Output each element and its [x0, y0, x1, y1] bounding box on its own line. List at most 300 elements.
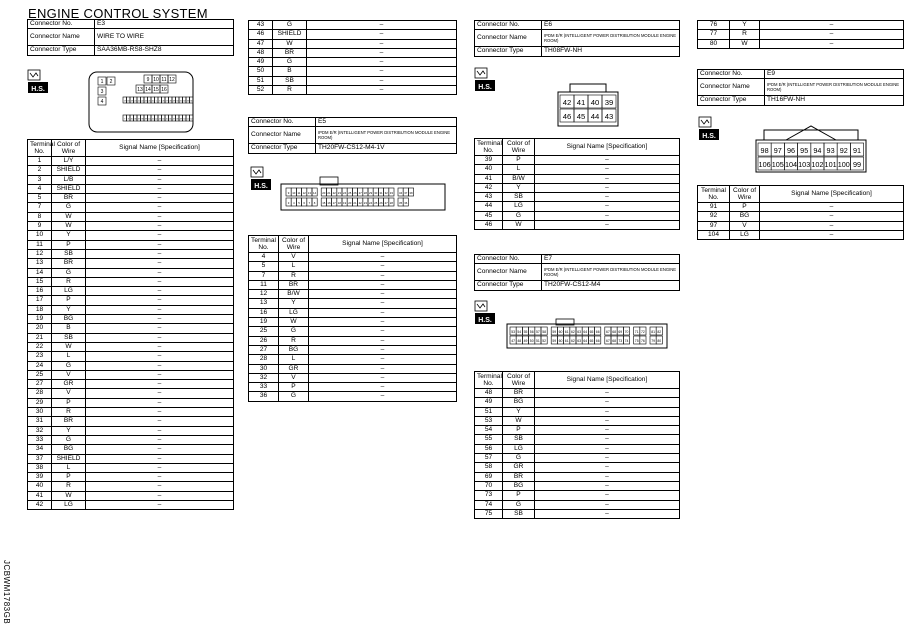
pin-number: 26: [379, 201, 383, 206]
wire-color-cell: G: [503, 454, 535, 463]
table-row: [475, 165, 680, 174]
signal-name-cell: –: [86, 342, 234, 351]
wire-color-cell: P: [52, 473, 86, 482]
signal-name-cell: –: [760, 203, 904, 212]
signal-name-cell: –: [535, 202, 680, 211]
pin-number: 105: [771, 160, 784, 170]
table-row: [28, 249, 234, 258]
signal-name-cell: –: [309, 280, 457, 289]
pin-number: 11: [297, 191, 301, 196]
pin-number: 41: [151, 118, 154, 121]
pin-number: 49: [523, 339, 528, 344]
pin-number: 15: [153, 87, 159, 94]
pin-number: 57: [536, 330, 540, 335]
table-row: [28, 296, 234, 305]
terminal-no-cell: 26: [249, 336, 279, 345]
table-row: [28, 417, 234, 426]
pin-number: 14: [313, 191, 317, 196]
table-row: [28, 500, 234, 509]
wire-color-cell: G: [279, 327, 309, 336]
harness-side-icon: [27, 69, 49, 95]
wire-color-cell: LG: [503, 202, 535, 211]
pin-number: 22: [358, 201, 362, 206]
pin-number: 25: [374, 201, 378, 206]
pin-number: 8: [127, 118, 129, 121]
wire-color-cell: BG: [52, 315, 86, 324]
terminal-no-cell: 5: [249, 262, 279, 271]
pin-number: 5: [298, 201, 300, 206]
table-row: [698, 30, 904, 39]
pin-number: 59: [552, 339, 557, 344]
terminal-no-cell: 30: [28, 408, 52, 417]
terminal-no-cell: 16: [249, 308, 279, 317]
e7-connector-name: IPDM E/R (INTELLIGENT POWER DISTRIBUTION MODULE ENGINE ROOM): [542, 264, 680, 281]
pin-number: 65: [589, 339, 594, 344]
table-row: [475, 389, 680, 398]
wire-color-cell: G: [503, 211, 535, 220]
hs-label: H.S.: [702, 133, 716, 140]
e3-terminal-table-cont: [248, 20, 457, 95]
table-row: [249, 58, 457, 67]
signal-name-cell: –: [86, 491, 234, 500]
terminal-no-cell: 25: [249, 327, 279, 336]
pin-number: 47: [511, 339, 515, 344]
pin-number: 40: [590, 98, 600, 108]
pin-number: 60: [558, 330, 563, 335]
wire-color-cell: LG: [730, 230, 760, 239]
table-row: [28, 305, 234, 314]
wire-color-cell: W: [52, 342, 86, 351]
terminal-no-cell: 29: [28, 398, 52, 407]
wire-color-cell: SB: [52, 249, 86, 258]
wire-color-cell: BR: [52, 194, 86, 203]
pin-number: 59: [552, 330, 557, 335]
wire-color-cell: SB: [503, 435, 535, 444]
table-row: [28, 222, 234, 231]
signal-name-cell: –: [535, 165, 680, 174]
pin-number: 50: [183, 118, 186, 121]
pin-number: 63: [577, 339, 581, 344]
pin-number: 13: [137, 87, 143, 94]
table-row: [475, 193, 680, 202]
signal-name-cell: –: [86, 287, 234, 296]
terminal-no-cell: 46: [249, 30, 273, 39]
wire-color-cell: P: [52, 398, 86, 407]
pin-number: 97: [773, 146, 782, 156]
signal-name-cell: –: [86, 361, 234, 370]
table-row: [28, 324, 234, 333]
pin-number: 35: [399, 201, 403, 206]
table-row: [28, 203, 234, 212]
signal-name-cell: –: [86, 157, 234, 166]
pin-number: 18: [337, 201, 341, 206]
wire-color-cell: G: [52, 268, 86, 277]
pin-number: 29: [369, 191, 373, 196]
table-row: [249, 355, 457, 364]
wire-color-cell: LG: [52, 500, 86, 509]
pin-number: 27: [165, 100, 168, 103]
wire-color-cell: W: [730, 39, 760, 48]
table-row: [28, 277, 234, 286]
terminal-no-cell: 49: [475, 398, 503, 407]
pin-number: 20: [134, 100, 137, 103]
table-row: [28, 212, 234, 221]
terminal-no-cell: 11: [28, 240, 52, 249]
table-row: [28, 435, 234, 444]
pin-number: 8: [313, 201, 316, 206]
pin-number: 61: [564, 339, 569, 344]
pin-number: 21: [137, 100, 140, 103]
pin-number: 5: [155, 100, 157, 103]
pin-number: 27: [358, 191, 362, 196]
table-row: [249, 21, 457, 30]
table-row: [249, 39, 457, 48]
signal-name-cell: –: [535, 221, 680, 230]
pin-number: 14: [145, 87, 151, 94]
wire-color-cell: W: [52, 491, 86, 500]
wire-color-cell: SHIELD: [52, 166, 86, 175]
signal-name-cell: –: [535, 407, 680, 416]
pin-number: 4: [293, 201, 295, 206]
table-row: [249, 318, 457, 327]
pin-number: 52: [542, 339, 546, 344]
e9-connector-type: TH16FW-NH: [765, 96, 904, 105]
hs-label: H.S.: [478, 317, 492, 324]
pin-number: 106: [758, 160, 771, 170]
terminal-no-cell: 55: [475, 435, 503, 444]
table-row: [249, 345, 457, 354]
terminal-no-cell: 70: [475, 481, 503, 490]
terminal-no-cell: 27: [249, 345, 279, 354]
terminal-no-cell: 51: [475, 407, 503, 416]
terminal-no-cell: 97: [698, 221, 730, 230]
e7-terminal-table-cont: [697, 20, 904, 49]
table-row: [698, 39, 904, 48]
table-row: [28, 231, 234, 240]
wire-color-cell: Y: [279, 299, 309, 308]
wire-color-cell: R: [279, 336, 309, 345]
signal-name-cell: –: [535, 509, 680, 518]
wire-color-cell: W: [503, 221, 535, 230]
table-row: [475, 463, 680, 472]
wire-color-cell: SHIELD: [52, 184, 86, 193]
pin-number: 60: [558, 339, 563, 344]
wire-color-cell: Y: [503, 407, 535, 416]
pin-number: 19: [130, 100, 133, 103]
wire-color-cell: L: [279, 355, 309, 364]
terminal-no-cell: 28: [28, 389, 52, 398]
wire-color-cell: Y: [503, 183, 535, 192]
wire-color-cell: W: [273, 39, 307, 48]
table-row: [475, 156, 680, 165]
terminal-no-cell: 41: [28, 491, 52, 500]
wire-color-cell: W: [52, 222, 86, 231]
signal-name-cell: –: [86, 296, 234, 305]
pin-number: 10: [153, 77, 159, 84]
pin-number: 23: [337, 191, 341, 196]
pin-number: 1: [100, 79, 104, 86]
table-row: [28, 370, 234, 379]
terminal-no-cell: 5: [28, 194, 52, 203]
pin-number: 68: [612, 330, 616, 335]
pin-number: 103: [798, 160, 811, 170]
pin-number: 23: [144, 100, 147, 103]
pin-number: 63: [577, 330, 581, 335]
pin-number: 68: [612, 339, 616, 344]
wire-color-cell: BR: [52, 259, 86, 268]
table-row: [28, 268, 234, 277]
label-connector-type: Connector Type: [475, 281, 542, 290]
table-row: [698, 21, 904, 30]
table-row: [475, 426, 680, 435]
terminal-no-cell: 39: [475, 156, 503, 165]
signal-name-cell: –: [535, 174, 680, 183]
label-connector-name: Connector Name: [698, 79, 765, 96]
pin-number: 41: [576, 98, 586, 108]
e9-info-table: [697, 69, 904, 106]
pin-number: 67: [606, 339, 610, 344]
pin-number: 6: [303, 201, 305, 206]
terminal-no-cell: 38: [28, 463, 52, 472]
pin-number: 93: [826, 146, 835, 156]
table-row: [249, 280, 457, 289]
terminal-no-cell: 53: [475, 416, 503, 425]
signal-name-cell: –: [86, 482, 234, 491]
signal-name-cell: –: [86, 249, 234, 258]
header-color-of-wire: Color of Wire: [730, 186, 760, 203]
wire-color-cell: Y: [52, 231, 86, 240]
signal-name-cell: –: [535, 481, 680, 490]
table-row: [28, 482, 234, 491]
terminal-no-cell: 9: [28, 222, 52, 231]
table-row: [249, 308, 457, 317]
table-row: [28, 240, 234, 249]
signal-name-cell: –: [535, 416, 680, 425]
label-connector-type: Connector Type: [698, 96, 765, 105]
terminal-no-cell: 17: [28, 296, 52, 305]
harness-side-icon: [474, 67, 496, 93]
signal-name-cell: –: [86, 426, 234, 435]
signal-name-cell: –: [307, 58, 457, 67]
table-row: [28, 342, 234, 351]
table-row: [475, 398, 680, 407]
wire-color-cell: BG: [503, 398, 535, 407]
terminal-no-cell: 33: [249, 383, 279, 392]
terminal-no-cell: 27: [28, 380, 52, 389]
table-row: [475, 211, 680, 220]
wire-color-cell: BG: [279, 345, 309, 354]
terminal-no-cell: 58: [475, 463, 503, 472]
wire-color-cell: LG: [52, 287, 86, 296]
pin-number: 49: [179, 118, 182, 121]
signal-name-cell: –: [535, 156, 680, 165]
signal-name-cell: –: [86, 203, 234, 212]
wire-color-cell: P: [52, 296, 86, 305]
terminal-no-cell: 3: [28, 175, 52, 184]
pin-number: 4: [100, 99, 104, 106]
terminal-no-cell: 22: [28, 342, 52, 351]
header-terminal-no: Terminal No.: [475, 372, 503, 389]
signal-name-cell: –: [309, 299, 457, 308]
pin-number: 101: [824, 160, 837, 170]
signal-name-cell: –: [86, 445, 234, 454]
pin-number: 48: [176, 118, 179, 121]
pin-number: 9: [146, 77, 150, 84]
pin-number: 21: [353, 201, 357, 206]
signal-name-cell: –: [86, 268, 234, 277]
pin-number: 53: [511, 330, 515, 335]
pin-number: 39: [144, 118, 147, 121]
wire-color-cell: BR: [503, 472, 535, 481]
wire-color-cell: BR: [503, 389, 535, 398]
terminal-no-cell: 44: [475, 202, 503, 211]
label-connector-no: Connector No.: [475, 255, 542, 264]
signal-name-cell: –: [309, 290, 457, 299]
signal-name-cell: –: [86, 380, 234, 389]
pin-number: 75: [634, 339, 639, 344]
signal-name-cell: –: [309, 373, 457, 382]
signal-name-cell: –: [86, 305, 234, 314]
table-row: [249, 48, 457, 57]
signal-name-cell: –: [309, 392, 457, 401]
e3-terminal-table: [27, 139, 234, 510]
signal-name-cell: –: [309, 383, 457, 392]
table-row: [28, 445, 234, 454]
wire-color-cell: L/Y: [52, 157, 86, 166]
pin-number: 20: [348, 201, 352, 206]
wire-color-cell: GR: [503, 463, 535, 472]
signal-name-cell: –: [535, 211, 680, 220]
table-row: [28, 454, 234, 463]
pin-number: 66: [595, 339, 600, 344]
pin-number: 55: [523, 330, 528, 335]
table-row: [249, 364, 457, 373]
signal-name-cell: –: [86, 212, 234, 221]
pin-number: 24: [343, 191, 347, 196]
pin-number: 25: [151, 100, 154, 103]
terminal-no-cell: 73: [475, 491, 503, 500]
signal-name-cell: –: [535, 426, 680, 435]
harness-side-icon: [474, 300, 496, 326]
pin-number: 25: [348, 191, 352, 196]
label-connector-no: Connector No.: [698, 70, 765, 79]
header-color-of-wire: Color of Wire: [503, 139, 535, 156]
terminal-no-cell: 13: [28, 259, 52, 268]
pin-number: 72: [641, 330, 645, 335]
terminal-no-cell: 12: [28, 249, 52, 258]
e3-connector-name: WIRE TO WIRE: [95, 29, 234, 46]
pin-number: 7: [308, 201, 311, 206]
e9-terminal-table: [697, 185, 904, 240]
pin-number: 51: [186, 118, 189, 121]
signal-name-cell: –: [535, 193, 680, 202]
terminal-no-cell: 11: [249, 280, 279, 289]
table-row: [475, 472, 680, 481]
terminal-no-cell: 42: [475, 183, 503, 192]
pin-number: 51: [536, 339, 540, 344]
table-row: [28, 463, 234, 472]
table-row: [475, 454, 680, 463]
pin-number: 54: [517, 330, 522, 335]
terminal-no-cell: 25: [28, 370, 52, 379]
wire-color-cell: B: [273, 67, 307, 76]
signal-name-cell: –: [760, 230, 904, 239]
wire-color-cell: R: [52, 482, 86, 491]
pin-number: 42: [155, 118, 158, 121]
label-connector-type: Connector Type: [475, 47, 542, 56]
signal-name-cell: –: [309, 355, 457, 364]
pin-number: 3: [100, 89, 104, 96]
wire-color-cell: L: [279, 262, 309, 271]
terminal-no-cell: 23: [28, 352, 52, 361]
wire-color-cell: B/W: [503, 174, 535, 183]
terminal-no-cell: 16: [28, 287, 52, 296]
table-row: [28, 287, 234, 296]
wire-color-cell: SB: [503, 509, 535, 518]
wire-color-cell: V: [279, 253, 309, 262]
pin-number: 100: [837, 160, 850, 170]
hs-label: H.S.: [31, 86, 45, 93]
terminal-no-cell: 47: [249, 39, 273, 48]
pin-number: 81: [651, 330, 655, 335]
wire-color-cell: R: [52, 408, 86, 417]
table-row: [475, 509, 680, 518]
hs-label: H.S.: [478, 84, 492, 91]
signal-name-cell: –: [535, 500, 680, 509]
signal-name-cell: –: [535, 389, 680, 398]
pin-number: 12: [302, 191, 306, 196]
pin-number: 36: [404, 201, 408, 206]
table-row: [28, 389, 234, 398]
wire-color-cell: P: [279, 383, 309, 392]
terminal-no-cell: 33: [28, 435, 52, 444]
wire-color-cell: SHIELD: [273, 30, 307, 39]
pin-number: 15: [322, 201, 326, 206]
table-row: [249, 299, 457, 308]
pin-number: 43: [604, 112, 614, 122]
pin-number: 17: [123, 100, 126, 103]
pin-number: 6: [159, 100, 161, 103]
signal-name-cell: –: [86, 324, 234, 333]
signal-name-cell: –: [86, 463, 234, 472]
signal-name-cell: –: [760, 21, 904, 30]
wire-color-cell: V: [52, 370, 86, 379]
wire-color-cell: LG: [279, 308, 309, 317]
e3-info-table: [27, 19, 234, 56]
header-terminal-no: Terminal No.: [475, 139, 503, 156]
table-row: [28, 361, 234, 370]
wire-color-cell: G: [273, 21, 307, 30]
signal-name-cell: –: [86, 435, 234, 444]
pin-number: 28: [169, 100, 172, 103]
wire-color-cell: G: [52, 203, 86, 212]
wire-color-cell: G: [52, 435, 86, 444]
wire-color-cell: P: [730, 203, 760, 212]
signal-name-cell: –: [307, 30, 457, 39]
e5-info-table: [248, 117, 457, 154]
header-signal-name: Signal Name [Specification]: [760, 186, 904, 203]
terminal-no-cell: 75: [475, 509, 503, 518]
harness-side-icon: [698, 116, 720, 142]
wire-color-cell: Y: [52, 426, 86, 435]
pin-number: 47: [172, 118, 175, 121]
pin-number: 64: [583, 339, 588, 344]
signal-name-cell: –: [309, 318, 457, 327]
terminal-no-cell: 32: [249, 373, 279, 382]
table-row: [28, 426, 234, 435]
signal-name-cell: –: [86, 333, 234, 342]
table-row: [475, 444, 680, 453]
